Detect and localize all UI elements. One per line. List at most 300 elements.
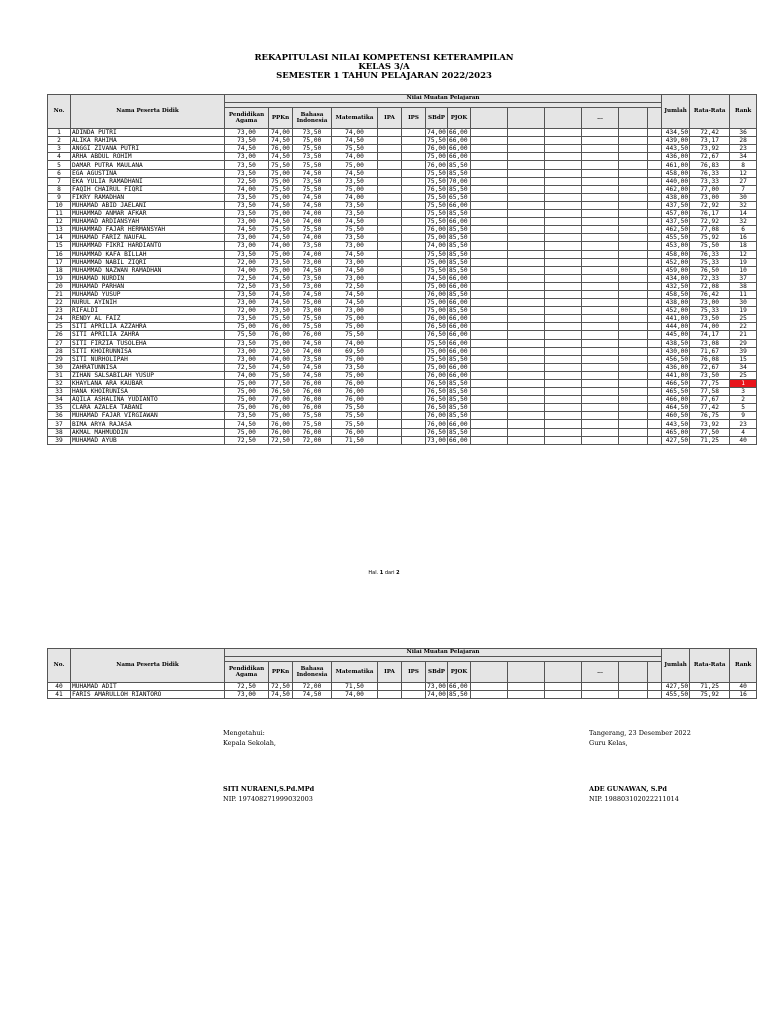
cell-empty [648,290,662,298]
cell-rata: 73,92 [690,420,730,428]
cell-empty [619,258,648,266]
cell-mtk: 71,50 [332,436,378,444]
cell-no: 40 [48,683,71,691]
cell-empty [619,323,648,331]
cell-empty [402,331,426,339]
col-subject: PPKn [269,108,293,129]
cell-empty [471,388,508,396]
cell-empty [378,282,402,290]
table-row [48,258,757,266]
cell-empty [402,436,426,444]
col-subject: PPKn [269,662,293,683]
col-group: Nilai Muatan Pelajaran [225,95,662,103]
table-row [48,153,757,161]
cell-empty [378,339,402,347]
cell-rata: 75,92 [690,691,730,699]
cell-no: 35 [48,404,71,412]
cell-empty [402,161,426,169]
cell-pa: 73,00 [225,153,269,161]
cell-empty [508,242,545,250]
col-subject: Matematika [332,662,378,683]
cell-no: 15 [48,242,71,250]
cell-empty [582,169,619,177]
cell-empty [619,153,648,161]
cell-mtk: 74,50 [332,169,378,177]
cell-empty [378,185,402,193]
cell-empty [471,347,508,355]
cell-empty [648,396,662,404]
cell-empty [508,234,545,242]
cell-ppkn: 74,50 [269,299,293,307]
cell-pa: 74,00 [225,371,269,379]
signature-left [223,728,314,804]
cell-empty [378,177,402,185]
cell-empty [648,193,662,201]
cell-rank: 23 [730,420,757,428]
cell-name: FARIS AMARULLOH RIANTORO [71,691,225,699]
cell-empty [582,258,619,266]
cell-ppkn: 76,00 [269,145,293,153]
cell-empty [508,371,545,379]
cell-rata: 75,33 [690,258,730,266]
cell-pjok: 66,00 [448,363,471,371]
cell-name: HANA KHOIRUNISA [71,388,225,396]
col-subject: IPA [378,108,402,129]
cell-mtk: 72,50 [332,282,378,290]
cell-bi: 73,50 [293,242,332,250]
cell-rank: 25 [730,371,757,379]
cell-rank: 11 [730,290,757,298]
cell-rank: 32 [730,218,757,226]
cell-empty [648,258,662,266]
cell-bi: 74,00 [293,250,332,258]
cell-empty [582,428,619,436]
table-row [48,436,757,444]
table-row [48,266,757,274]
cell-ppkn: 74,50 [269,201,293,209]
cell-mtk: 75,00 [332,323,378,331]
col-subject: Matematika [332,108,378,129]
cell-name: CLARA AZALEA TABANI [71,404,225,412]
cell-no: 27 [48,339,71,347]
cell-empty [471,420,508,428]
col-subject [648,662,662,683]
cell-empty [648,347,662,355]
cell-pjok: 66,00 [448,339,471,347]
cell-empty [619,412,648,420]
cell-no: 3 [48,145,71,153]
cell-empty [545,185,582,193]
cell-sbdp: 75,00 [427,307,446,315]
cell-ppkn: 73,50 [269,307,293,315]
cell-mtk: 75,50 [332,404,378,412]
cell-empty [545,226,582,234]
cell-empty [648,177,662,185]
cell-empty [545,266,582,274]
cell-rata: 77,08 [690,226,730,234]
cell-pjok: 70,00 [448,177,471,185]
cell-empty [378,242,402,250]
cell-ppkn: 74,00 [269,242,293,250]
cell-empty [378,290,402,298]
cell-sbdp: 76,00 [427,315,446,323]
cell-empty [471,290,508,298]
cell-empty [619,266,648,274]
cell-empty [582,129,619,137]
cell-empty [545,274,582,282]
cell-name: RENDY AL FAIZ [71,315,225,323]
cell-sbdp: 75,50 [427,355,446,363]
cell-mtk: 74,50 [332,290,378,298]
cell-empty [619,169,648,177]
cell-empty [582,185,619,193]
cell-jumlah: 453,00 [662,242,690,250]
cell-rata: 75,92 [690,234,730,242]
cell-empty [402,388,426,396]
cell-pa: 73,50 [225,315,269,323]
cell-rank: 1 [730,380,757,388]
cell-pa: 75,00 [225,396,269,404]
cell-empty [402,226,426,234]
cell-no: 25 [48,323,71,331]
cell-empty [582,355,619,363]
cell-empty [402,234,426,242]
cell-empty [402,355,426,363]
cell-empty [508,331,545,339]
cell-bi: 73,50 [293,129,332,137]
cell-empty [508,388,545,396]
cell-sbdp: 75,50 [427,266,446,274]
cell-name: MUHAMAD FARIZ NAUFAL [71,234,225,242]
cell-rata: 72,42 [690,129,730,137]
cell-empty [402,428,426,436]
cell-empty [545,242,582,250]
cell-rank: 2 [730,396,757,404]
cell-empty [545,161,582,169]
cell-mtk: 74,50 [332,266,378,274]
cell-bi: 74,50 [293,266,332,274]
cell-empty [582,420,619,428]
cell-empty [402,404,426,412]
cell-empty [471,683,508,691]
cell-sbdp: 76,00 [427,161,446,169]
cell-jumlah: 462,50 [662,226,690,234]
cell-name: MUHAMMAD KAFA BILLAH [71,250,225,258]
cell-rata: 77,67 [690,396,730,404]
col-subject: SBdP [426,108,448,129]
cell-ppkn: 72,50 [269,347,293,355]
cell-pa: 73,00 [225,347,269,355]
cell-rank: 12 [730,169,757,177]
cell-bi: 73,00 [293,282,332,290]
cell-no: 29 [48,355,71,363]
cell-empty [508,169,545,177]
cell-name: MUHAMAD FAJAR VIRGIAWAN [71,412,225,420]
cell-bi: 74,50 [293,290,332,298]
cell-empty [648,388,662,396]
cell-empty [402,242,426,250]
cell-name: MUHAMAD YUSUP [71,290,225,298]
cell-empty [648,210,662,218]
cell-jumlah: 436,00 [662,153,690,161]
cell-mtk: 73,00 [332,242,378,250]
cell-empty [619,226,648,234]
col-subject: Bahasa Indonesia [293,662,332,683]
cell-empty [582,290,619,298]
cell-empty [378,193,402,201]
cell-rank: 18 [730,242,757,250]
cell-mtk: 76,00 [332,380,378,388]
table-row [48,380,757,388]
cell-no: 8 [48,185,71,193]
cell-empty [545,428,582,436]
cell-rank: 7 [730,185,757,193]
col-subject: IPS [402,662,426,683]
cell-bi: 73,00 [293,307,332,315]
cell-pjok: 85,50 [448,161,471,169]
cell-empty [402,380,426,388]
cell-empty [378,691,402,699]
cell-empty [508,412,545,420]
cell-no: 14 [48,234,71,242]
cell-mtk: 73,00 [332,274,378,282]
cell-mtk: 71,50 [332,683,378,691]
cell-bi: 76,00 [293,380,332,388]
cell-mtk: 73,00 [332,307,378,315]
cell-empty [619,282,648,290]
cell-empty [508,428,545,436]
cell-empty [545,153,582,161]
sig-left-line1: Mengetahui: [223,729,265,737]
cell-empty [545,347,582,355]
cell-empty [648,169,662,177]
cell-empty [378,129,402,137]
cell-bi: 74,50 [293,371,332,379]
cell-bi: 74,00 [293,218,332,226]
cell-empty [508,290,545,298]
cell-no: 30 [48,363,71,371]
cell-empty [471,210,508,218]
cell-empty [378,299,402,307]
cell-bi: 74,00 [293,234,332,242]
cell-empty [545,436,582,444]
cell-empty [619,210,648,218]
table-row [48,242,757,250]
cell-empty [471,242,508,250]
cell-ppkn: 75,00 [269,210,293,218]
cell-rank: 40 [730,436,757,444]
col-subject: Pendidikan Agama [225,662,269,683]
cell-ppkn: 72,50 [269,436,293,444]
cell-pa: 74,00 [225,185,269,193]
cell-jumlah: 432,50 [662,282,690,290]
cell-rata: 74,00 [690,323,730,331]
table-row [48,347,757,355]
cell-empty [619,242,648,250]
cell-bi: 75,50 [293,323,332,331]
cell-pjok: 85,50 [448,226,471,234]
col-subject: PJOK [448,662,471,683]
cell-empty [378,258,402,266]
cell-sbdp: 75,50 [427,250,446,258]
cell-name: ZAHRATUNNISA [71,363,225,371]
col-subject: SBdP [426,662,448,683]
cell-pjok: 85,50 [448,404,471,412]
cell-rata: 76,17 [690,210,730,218]
cell-pa: 74,50 [225,226,269,234]
cell-empty [471,177,508,185]
cell-empty [619,404,648,412]
cell-sbdp: 75,50 [427,177,446,185]
table-row [48,193,757,201]
cell-rank: 23 [730,145,757,153]
cell-no: 2 [48,137,71,145]
table-row [48,307,757,315]
cell-empty [619,396,648,404]
cell-ppkn: 76,00 [269,323,293,331]
cell-empty [545,388,582,396]
cell-jumlah: 438,00 [662,299,690,307]
cell-pa: 73,00 [225,129,269,137]
cell-ppkn: 74,50 [269,153,293,161]
cell-rata: 74,17 [690,331,730,339]
cell-sbdp: 76,50 [427,331,446,339]
cell-empty [471,169,508,177]
cell-pa: 75,00 [225,388,269,396]
cell-rata: 71,25 [690,683,730,691]
cell-empty [378,420,402,428]
cell-empty [545,339,582,347]
cell-rank: 3 [730,388,757,396]
cell-rank: 38 [730,282,757,290]
cell-jumlah: 430,00 [662,347,690,355]
cell-empty [582,691,619,699]
cell-empty [619,347,648,355]
table-row [48,169,757,177]
cell-pa: 73,50 [225,412,269,420]
cell-mtk: 75,00 [332,355,378,363]
cell-mtk: 73,50 [332,177,378,185]
table-row [48,218,757,226]
cell-empty [648,355,662,363]
cell-ppkn: 75,00 [269,177,293,185]
cell-name: MUHAMMAD FAJAR HERMANSYAH [71,226,225,234]
col-subject: ... [582,662,619,683]
cell-rata: 72,33 [690,274,730,282]
cell-empty [582,380,619,388]
col-no: No. [48,95,71,129]
col-no: No. [48,649,71,683]
cell-mtk: 75,50 [332,145,378,153]
cell-empty [471,412,508,420]
cell-empty [471,428,508,436]
cell-rank: 37 [730,274,757,282]
cell-empty [582,266,619,274]
cell-sbdp: 76,50 [427,185,446,193]
cell-name: MUHAMMAD NABIL ZIQRI [71,258,225,266]
cell-no: 12 [48,218,71,226]
cell-empty [545,307,582,315]
cell-empty [648,420,662,428]
cell-empty [402,683,426,691]
cell-rata: 72,92 [690,218,730,226]
cell-empty [402,363,426,371]
cell-empty [508,307,545,315]
cell-pa: 73,50 [225,339,269,347]
cell-jumlah: 439,00 [662,137,690,145]
cell-rata: 73,00 [690,299,730,307]
cell-empty [471,193,508,201]
cell-jumlah: 465,50 [662,388,690,396]
cell-mtk: 75,00 [332,161,378,169]
col-subject [545,108,582,129]
cell-empty [378,412,402,420]
table-row [48,683,757,691]
cell-name: KHAYLANA ARA KAUBAR [71,380,225,388]
table-row [48,428,757,436]
cell-empty [582,412,619,420]
cell-no: 38 [48,428,71,436]
cell-empty [378,380,402,388]
cell-empty [402,185,426,193]
cell-empty [582,234,619,242]
cell-ppkn: 75,00 [269,250,293,258]
cell-bi: 75,50 [293,145,332,153]
cell-empty [582,161,619,169]
cell-empty [471,266,508,274]
cell-empty [648,331,662,339]
cell-rank: 8 [730,161,757,169]
cell-empty [471,226,508,234]
col-subject [471,662,508,683]
cell-name: MUHAMMAD FIKRI HARDIANTO [71,242,225,250]
cell-no: 18 [48,266,71,274]
cell-name: FAQIH CHAIRUL FIQRI [71,185,225,193]
cell-bi: 74,50 [293,339,332,347]
cell-mtk: 75,50 [332,226,378,234]
cell-pa: 72,00 [225,258,269,266]
cell-empty [471,201,508,209]
cell-pa: 72,50 [225,363,269,371]
cell-bi: 73,50 [293,177,332,185]
cell-no: 11 [48,210,71,218]
cell-empty [402,347,426,355]
col-subject: PJOK [448,108,471,129]
cell-bi: 74,50 [293,193,332,201]
cell-empty [508,691,545,699]
cell-pa: 72,50 [225,436,269,444]
cell-mtk: 74,00 [332,129,378,137]
cell-empty [582,153,619,161]
cell-empty [648,145,662,153]
cell-name: MUHAMAD AYUB [71,436,225,444]
cell-empty [402,258,426,266]
cell-jumlah: 466,00 [662,396,690,404]
cell-rank: 22 [730,323,757,331]
cell-empty [619,683,648,691]
cell-empty [378,226,402,234]
cell-empty [508,193,545,201]
cell-jumlah: 458,00 [662,250,690,258]
cell-no: 1 [48,129,71,137]
cell-empty [648,315,662,323]
table-row [48,323,757,331]
cell-rank: 6 [730,226,757,234]
cell-sbdp: 76,00 [427,412,446,420]
cell-empty [402,169,426,177]
cell-empty [545,396,582,404]
cell-empty [648,137,662,145]
